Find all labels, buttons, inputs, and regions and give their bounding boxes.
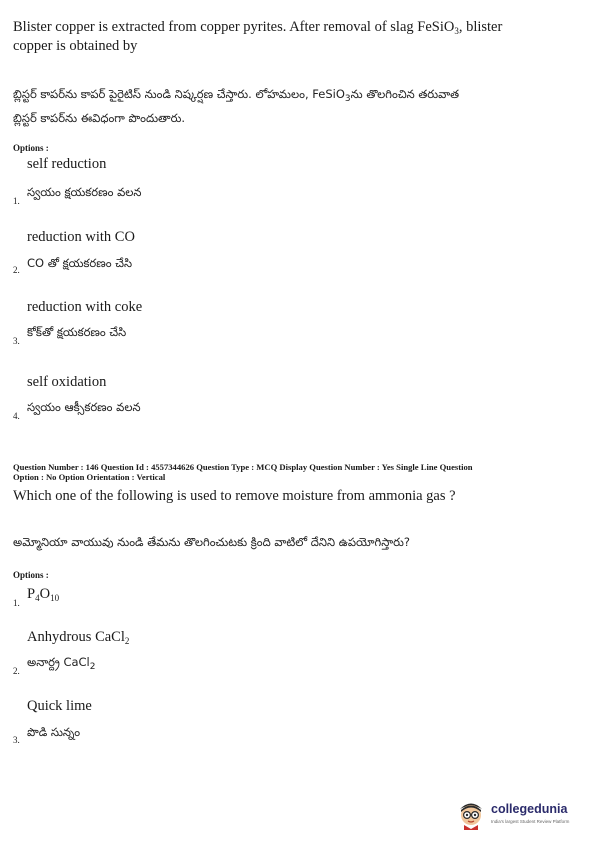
q2-meta-line2: Option : No Option Orientation : Vertical bbox=[13, 472, 166, 482]
q2-option-1-formula: $P_4O_{10}$ bbox=[27, 586, 60, 603]
q2-option-2-en: Anhydrous CaCl$_2$ bbox=[27, 629, 130, 646]
q1-option-1-en: self reduction bbox=[27, 156, 107, 172]
q2-question-te: అమ్మోనియా వాయువు నుండి తేమను తొలగించుటకు క్రింది వాటిలో దేనిని ఉపయోగిస్తారు? bbox=[13, 535, 410, 549]
q1-option-3-number: 3. bbox=[13, 336, 20, 346]
q1-option-1-number: 1. bbox=[13, 196, 20, 206]
q1-question-en-line2: copper is obtained by bbox=[13, 38, 138, 54]
q1-option-4-en: self oxidation bbox=[27, 374, 107, 390]
logo-brand-text: collegedunia bbox=[491, 802, 568, 816]
q1-question-en-line1: Blister copper is extracted from copper pyrites. After removal of slag FeSiO$_3$, blister bbox=[13, 19, 503, 36]
q2-option-3-en: Quick lime bbox=[27, 698, 92, 714]
q2-meta-line1: Question Number : 146 Question Id : 4557344626 Question Type : MCQ Display Question Number : Yes Single Line Question bbox=[13, 462, 473, 472]
q2-option-3-te: పొడి సున్నం bbox=[27, 725, 81, 739]
collegedunia-logo bbox=[455, 798, 585, 834]
q2-option-2-number: 2. bbox=[13, 666, 20, 676]
q1-option-4-number: 4. bbox=[13, 411, 20, 421]
q1-question-te-line2: బ్లిస్టర్ కాపర్‌ను ఈవిధంగా పొందుతారు. bbox=[13, 111, 186, 125]
q1-option-1-te: స్వయం క్షయకరణం వలన bbox=[27, 185, 142, 199]
logo-tagline: India's largest Student Review Platform bbox=[491, 819, 570, 824]
q1-option-2-number: 2. bbox=[13, 265, 20, 275]
mascot-icon bbox=[455, 798, 487, 830]
q1-option-4-te: స్వయం ఆక్సీకరణం వలన bbox=[27, 400, 141, 414]
q2-options-label: Options : bbox=[13, 570, 49, 580]
q2-option-1-number: 1. bbox=[13, 598, 20, 608]
q1-question-te-line1: బ్లిస్టర్ కాపర్‌ను కాపర్ పైరైటిస్ నుండి నిష్కర్షణ చేస్తారు. లోహమలం, FeSiO$_3$ను తొలగించిన తరువాత bbox=[13, 87, 460, 104]
q1-options-label: Options : bbox=[13, 143, 49, 153]
q2-option-2-te: అనార్ద్ర CaCl$_2$ bbox=[27, 655, 96, 672]
q1-option-2-te: CO తో క్షయకరణం చేసి bbox=[27, 256, 133, 270]
q1-option-2-en: reduction with CO bbox=[27, 229, 135, 245]
q2-question-en: Which one of the following is used to remove moisture from ammonia gas ? bbox=[13, 488, 456, 504]
q2-option-3-number: 3. bbox=[13, 735, 20, 745]
q1-option-3-en: reduction with coke bbox=[27, 299, 143, 315]
q1-option-3-te: కోక్‌తో క్షయకరణం చేసి bbox=[27, 325, 127, 339]
